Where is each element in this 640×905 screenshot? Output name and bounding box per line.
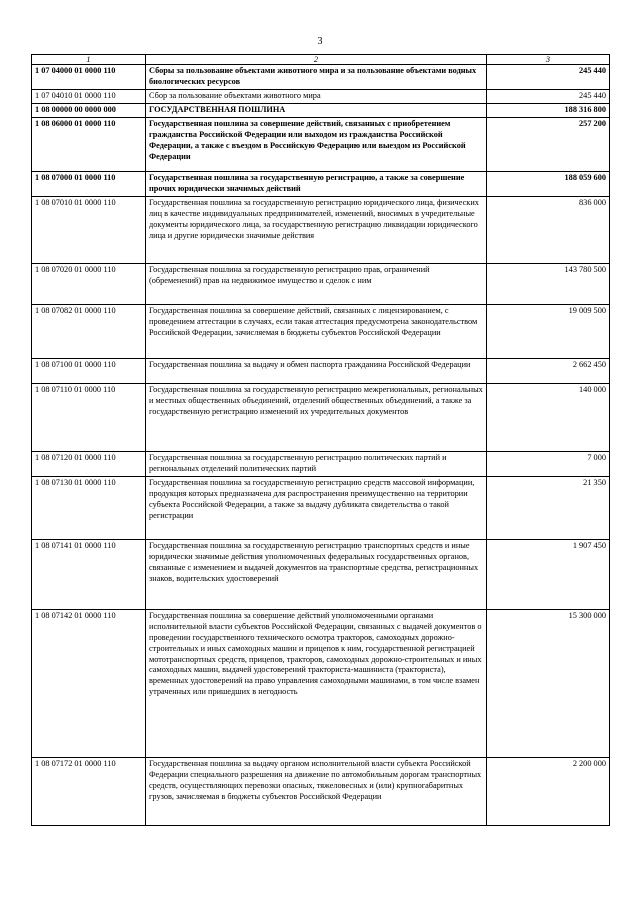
- budget-code-cell: 1 08 00000 00 0000 000: [32, 103, 146, 117]
- budget-code-cell: 1 08 07000 01 0000 110: [32, 171, 146, 196]
- budget-code-cell: 1 08 07020 01 0000 110: [32, 263, 146, 304]
- revenue-name-cell: Государственная пошлина за совершение действий, связанных с лицензированием, с проведением аттестации в случаях, если такая аттестация предусмотрена законодательством Российской Федерации, зачисляемая в бюджеты субъектов Российской Федерации: [146, 304, 487, 358]
- budget-code-cell: 1 08 07100 01 0000 110: [32, 358, 146, 383]
- budget-code-cell: 1 08 07172 01 0000 110: [32, 757, 146, 825]
- budget-code-cell: 1 08 06000 01 0000 110: [32, 117, 146, 171]
- table-row: [32, 383, 610, 451]
- column-header-2: 2: [146, 55, 487, 65]
- revenue-table: [31, 54, 610, 826]
- amount-cell: 836 000: [487, 196, 610, 263]
- table-row: [32, 358, 610, 383]
- revenue-name-cell: Государственная пошлина за государственную регистрацию, а также за совершение прочих юридически значимых действий: [146, 171, 487, 196]
- table-row: [32, 263, 610, 304]
- revenue-name-cell: Государственная пошлина за выдачу органом исполнительной власти субъекта Российской Федерации специального разрешения на движение по автомобильным дорогам транспортных средств, осуществляющих перевозки опасных, тяжеловесных и (или) крупногабаритных грузов, зачисляемая в бюджеты субъектов Российской Федерации: [146, 757, 487, 825]
- budget-code-cell: 1 07 04000 01 0000 110: [32, 65, 146, 90]
- budget-code-cell: 1 08 07110 01 0000 110: [32, 383, 146, 451]
- amount-cell: 7 000: [487, 451, 610, 476]
- amount-cell: 2 662 450: [487, 358, 610, 383]
- table-row: [32, 476, 610, 539]
- table-row: [32, 171, 610, 196]
- amount-cell: 21 350: [487, 476, 610, 539]
- table-row: [32, 196, 610, 263]
- amount-cell: 140 000: [487, 383, 610, 451]
- budget-code-cell: 1 08 07082 01 0000 110: [32, 304, 146, 358]
- table-row: [32, 539, 610, 609]
- budget-code-cell: 1 08 07141 01 0000 110: [32, 539, 146, 609]
- column-header-3: 3: [487, 55, 610, 65]
- revenue-name-cell: Сборы за пользование объектами животного мира и за пользование объектами водных биологических ресурсов: [146, 65, 487, 90]
- column-header-row: [32, 55, 610, 65]
- amount-cell: 19 009 500: [487, 304, 610, 358]
- page-number: 3: [317, 36, 323, 47]
- amount-cell: 1 907 450: [487, 539, 610, 609]
- amount-cell: 2 200 000: [487, 757, 610, 825]
- amount-cell: 245 440: [487, 65, 610, 90]
- revenue-name-cell: Государственная пошлина за государственную регистрацию транспортных средств и иные юридически значимые действия уполномоченных федеральных государственных органов, связанные с изменением и выдачей документов на транспортные средства, регистрационных знаков, водительских удостоверений: [146, 539, 487, 609]
- budget-code-cell: 1 08 07010 01 0000 110: [32, 196, 146, 263]
- table-row: [32, 304, 610, 358]
- amount-cell: 257 200: [487, 117, 610, 171]
- amount-cell: 188 059 600: [487, 171, 610, 196]
- budget-code-cell: 1 08 07120 01 0000 110: [32, 451, 146, 476]
- revenue-name-cell: ГОСУДАРСТВЕННАЯ ПОШЛИНА: [146, 103, 487, 117]
- revenue-name-cell: Сбор за пользование объектами животного мира: [146, 89, 487, 103]
- amount-cell: 245 440: [487, 89, 610, 103]
- amount-cell: 143 780 500: [487, 263, 610, 304]
- revenue-name-cell: Государственная пошлина за государственную регистрацию юридического лица, физических лиц в качестве индивидуальных предпринимателей, изменений, вносимых в учредительные документы юридического лица, за государственную регистрацию ликвидации юридического лица и другие юридически значимые действия: [146, 196, 487, 263]
- revenue-name-cell: Государственная пошлина за совершение действий, связанных с приобретением гражданства Российской Федерации или выходом из гражданства Российской Федерации, а также с въездом в Российскую Федерацию или выездом из Российской Федерации: [146, 117, 487, 171]
- budget-code-cell: 1 08 07130 01 0000 110: [32, 476, 146, 539]
- revenue-name-cell: Государственная пошлина за государственную регистрацию политических партий и региональных отделений политических партий: [146, 451, 487, 476]
- table-row: [32, 65, 610, 90]
- revenue-name-cell: Государственная пошлина за выдачу и обмен паспорта гражданина Российской Федерации: [146, 358, 487, 383]
- table-row: [32, 609, 610, 757]
- revenue-name-cell: Государственная пошлина за государственную регистрацию средств массовой информации, продукция которых предназначена для распространения преимущественно на территории субъекта Российской Федерации, а также за выдачу дубликата свидетельства о такой регистрации: [146, 476, 487, 539]
- table-row: [32, 451, 610, 476]
- budget-code-cell: 1 07 04010 01 0000 110: [32, 89, 146, 103]
- revenue-name-cell: Государственная пошлина за государственную регистрацию прав, ограничений (обременений) прав на недвижимое имущество и сделок с ним: [146, 263, 487, 304]
- column-header-1: 1: [32, 55, 146, 65]
- table-row: [32, 757, 610, 825]
- revenue-name-cell: Государственная пошлина за совершение действий уполномоченными органами исполнительной власти субъектов Российской Федерации, связанных с выдачей документов о проведении государственного технического осмотра тракторов, самоходных дорожно-строительных и иных самоходных машин и прицепов к ним, государственной регистрацией мототранспортных средств, прицепов, тракторов, самоходных дорожно-строительных и иных самоходных машин, выдачей удостоверений тракториста-машиниста (тракториста), временных удостоверений на право управления самоходными машинами, в том числе взамен утраченных или пришедших в негодность: [146, 609, 487, 757]
- table-row: [32, 89, 610, 103]
- revenue-name-cell: Государственная пошлина за государственную регистрацию межрегиональных, региональных и местных общественных объединений, отделений общественных объединений, а также за государственную регистрацию изменений их учредительных документов: [146, 383, 487, 451]
- budget-code-cell: 1 08 07142 01 0000 110: [32, 609, 146, 757]
- amount-cell: 15 300 000: [487, 609, 610, 757]
- amount-cell: 188 316 800: [487, 103, 610, 117]
- table-row: [32, 103, 610, 117]
- table-row: [32, 117, 610, 171]
